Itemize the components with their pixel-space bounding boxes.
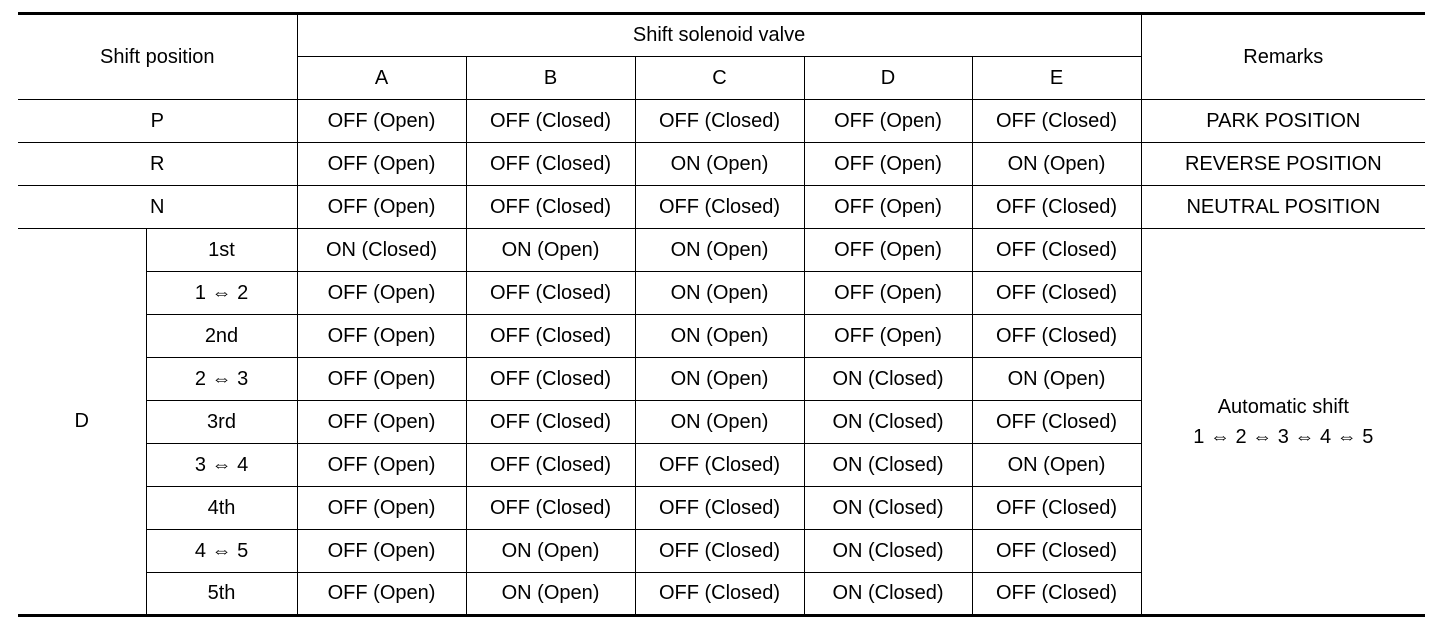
value-cell: OFF (Closed) <box>466 487 635 530</box>
value-cell: ON (Open) <box>972 444 1141 487</box>
value-cell: OFF (Open) <box>297 315 466 358</box>
value-cell: ON (Open) <box>972 358 1141 401</box>
remark-cell: NEUTRAL POSITION <box>1141 186 1425 229</box>
table-row <box>18 143 1425 186</box>
value-cell: ON (Open) <box>466 530 635 573</box>
value-cell: OFF (Open) <box>804 186 972 229</box>
value-cell: OFF (Closed) <box>972 229 1141 272</box>
gear-cell: 2 ⇔ 3 <box>146 358 297 401</box>
value-cell: OFF (Closed) <box>635 100 804 143</box>
value-cell: OFF (Closed) <box>972 573 1141 616</box>
table-row <box>18 186 1425 229</box>
value-cell: OFF (Open) <box>297 100 466 143</box>
value-cell: OFF (Open) <box>297 444 466 487</box>
table-row <box>18 229 1425 272</box>
value-cell: ON (Closed) <box>804 530 972 573</box>
value-cell: OFF (Open) <box>297 487 466 530</box>
position-cell: N <box>18 186 297 229</box>
value-cell: OFF (Closed) <box>466 315 635 358</box>
remark-shift-sequence: 1 ⇔ 2 ⇔ 3 ⇔ 4 ⇔ 5 <box>1193 425 1374 448</box>
gear-cell: 1 ⇔ 2 <box>146 272 297 315</box>
value-cell: OFF (Open) <box>804 315 972 358</box>
value-cell: OFF (Closed) <box>466 186 635 229</box>
value-cell: ON (Closed) <box>804 487 972 530</box>
header-row-1 <box>18 14 1425 57</box>
header-valve-e: E <box>972 57 1141 100</box>
value-cell: OFF (Open) <box>297 143 466 186</box>
gear-cell: 3 ⇔ 4 <box>146 444 297 487</box>
value-cell: ON (Open) <box>635 143 804 186</box>
value-cell: OFF (Open) <box>297 358 466 401</box>
value-cell: ON (Open) <box>466 229 635 272</box>
value-cell: OFF (Closed) <box>466 100 635 143</box>
position-cell: R <box>18 143 297 186</box>
header-valve-b: B <box>466 57 635 100</box>
shift-solenoid-table <box>18 12 1425 617</box>
header-shift-position: Shift position <box>18 14 297 100</box>
remark-cell: REVERSE POSITION <box>1141 143 1425 186</box>
value-cell: OFF (Open) <box>804 143 972 186</box>
gear-cell: 3rd <box>146 401 297 444</box>
value-cell: ON (Open) <box>635 401 804 444</box>
value-cell: OFF (Closed) <box>466 401 635 444</box>
value-cell: OFF (Closed) <box>635 573 804 616</box>
value-cell: OFF (Closed) <box>635 186 804 229</box>
value-cell: OFF (Closed) <box>972 487 1141 530</box>
value-cell: OFF (Closed) <box>466 143 635 186</box>
gear-cell: 5th <box>146 573 297 616</box>
header-valve-c: C <box>635 57 804 100</box>
position-cell-drive: D <box>18 229 146 616</box>
value-cell: OFF (Closed) <box>972 100 1141 143</box>
value-cell: OFF (Closed) <box>972 401 1141 444</box>
value-cell: OFF (Closed) <box>466 272 635 315</box>
value-cell: ON (Open) <box>972 143 1141 186</box>
value-cell: OFF (Open) <box>297 186 466 229</box>
gear-cell: 1st <box>146 229 297 272</box>
header-valve-a: A <box>297 57 466 100</box>
value-cell: OFF (Closed) <box>635 530 804 573</box>
value-cell: OFF (Open) <box>297 530 466 573</box>
value-cell: ON (Open) <box>466 573 635 616</box>
value-cell: ON (Closed) <box>804 573 972 616</box>
value-cell: OFF (Closed) <box>466 358 635 401</box>
header-valve-d: D <box>804 57 972 100</box>
value-cell: ON (Open) <box>635 358 804 401</box>
value-cell: OFF (Open) <box>297 401 466 444</box>
table-row <box>18 100 1425 143</box>
remark-cell: PARK POSITION <box>1141 100 1425 143</box>
value-cell: OFF (Closed) <box>466 444 635 487</box>
value-cell: ON (Open) <box>635 229 804 272</box>
value-cell: ON (Closed) <box>804 358 972 401</box>
value-cell: ON (Open) <box>635 315 804 358</box>
value-cell: OFF (Open) <box>804 229 972 272</box>
value-cell: OFF (Open) <box>297 272 466 315</box>
header-remarks: Remarks <box>1141 14 1425 100</box>
value-cell: OFF (Closed) <box>635 487 804 530</box>
gear-cell: 4 ⇔ 5 <box>146 530 297 573</box>
value-cell: OFF (Closed) <box>972 272 1141 315</box>
value-cell: OFF (Closed) <box>635 444 804 487</box>
gear-cell: 4th <box>146 487 297 530</box>
remark-automatic-shift: Automatic shift <box>1217 395 1349 418</box>
value-cell: ON (Open) <box>635 272 804 315</box>
value-cell: OFF (Closed) <box>972 315 1141 358</box>
value-cell: OFF (Closed) <box>972 186 1141 229</box>
value-cell: OFF (Open) <box>297 573 466 616</box>
value-cell: OFF (Closed) <box>972 530 1141 573</box>
header-shift-solenoid-valve: Shift solenoid valve <box>297 14 1141 57</box>
value-cell: ON (Closed) <box>804 401 972 444</box>
value-cell: OFF (Open) <box>804 100 972 143</box>
value-cell: ON (Closed) <box>297 229 466 272</box>
remark-cell-drive <box>1141 229 1425 616</box>
position-cell: P <box>18 100 297 143</box>
value-cell: ON (Closed) <box>804 444 972 487</box>
value-cell: OFF (Open) <box>804 272 972 315</box>
gear-cell: 2nd <box>146 315 297 358</box>
